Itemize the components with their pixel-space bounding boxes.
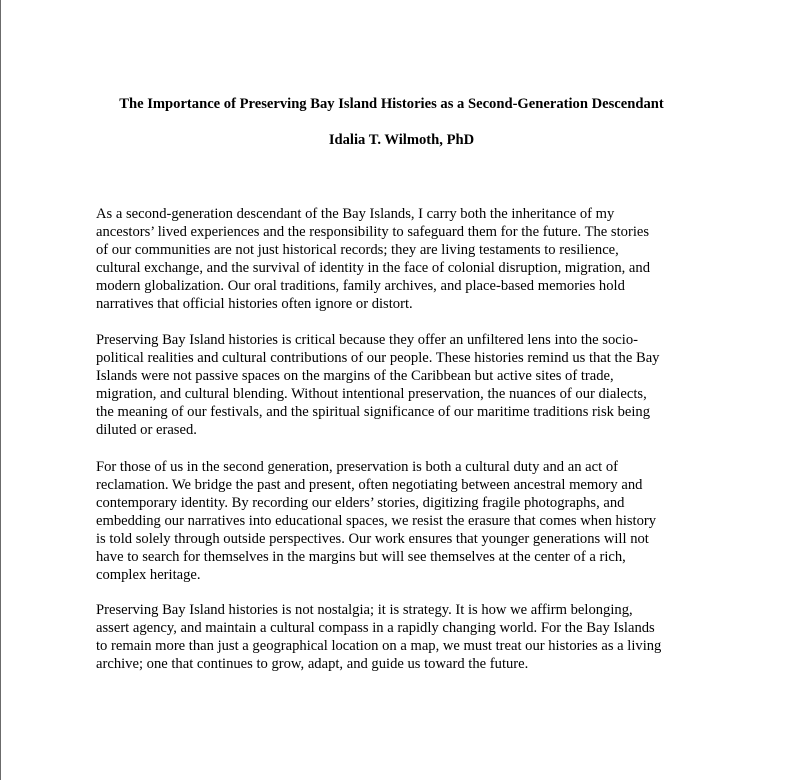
paragraph-line: to remain more than just a geographical location on a map, we must treat our histories as a living [96, 638, 662, 654]
paragraph-line: narratives that official histories often ignore or distort. [96, 296, 413, 312]
paragraph-4 [96, 601, 661, 673]
paragraph-line: political realities and cultural contributions of our people. These histories remind us that the Bay [96, 350, 660, 366]
paragraph-2 [96, 331, 659, 439]
paragraph-line: migration, and cultural blending. Without intentional preservation, the nuances of our dialects, [96, 386, 647, 402]
paragraph-line: is told solely through outside perspectives. Our work ensures that younger generations will not [96, 531, 649, 547]
document-author: Idalia T. Wilmoth, PhD [328, 132, 475, 148]
paragraph-line: Preserving Bay Island histories is not nostalgia; it is strategy. It is how we affirm belonging, [96, 602, 633, 618]
paragraph-line: modern globalization. Our oral traditions, family archives, and place-based memories hold [96, 278, 625, 294]
paragraph-line: Preserving Bay Island histories is critical because they offer an unfiltered lens into the socio- [96, 332, 638, 348]
paragraph-line: embedding our narratives into educational spaces, we resist the erasure that comes when history [96, 513, 657, 529]
paragraph-line: the meaning of our festivals, and the spiritual significance of our maritime traditions risk being [96, 404, 651, 420]
paragraph-line: contemporary identity. By recording our elders’ stories, digitizing fragile photographs, and [96, 495, 625, 511]
paragraph-line: of our communities are not just historical records; they are living testaments to resilience, [96, 242, 619, 258]
document-title: The Importance of Preserving Bay Island Histories as a Second-Generation Descendant [119, 96, 664, 112]
paragraph-line: reclamation. We bridge the past and present, often negotiating between ancestral memory and [96, 477, 643, 493]
paragraph-1 [96, 205, 650, 313]
paragraph-line: ancestors’ lived experiences and the responsibility to safeguard them for the future. The stories [96, 224, 650, 240]
paragraph-line: complex heritage. [96, 567, 201, 583]
paragraph-line: For those of us in the second generation, preservation is both a cultural duty and an act of [96, 459, 618, 475]
paragraph-line: Islands were not passive spaces on the margins of the Caribbean but active sites of trade, [96, 368, 614, 384]
paragraph-line: cultural exchange, and the survival of identity in the face of colonial disruption, migration, and [96, 260, 650, 276]
paragraph-line: archive; one that continues to grow, adapt, and guide us toward the future. [96, 656, 529, 672]
paragraph-line: have to search for themselves in the margins but will see themselves at the center of a rich, [96, 549, 626, 565]
paragraph-line: diluted or erased. [96, 422, 197, 438]
paragraph-3 [96, 458, 656, 584]
paragraph-line: As a second-generation descendant of the Bay Islands, I carry both the inheritance of my [96, 206, 615, 222]
paragraph-line: assert agency, and maintain a cultural compass in a rapidly changing world. For the Bay Islands [96, 620, 655, 636]
